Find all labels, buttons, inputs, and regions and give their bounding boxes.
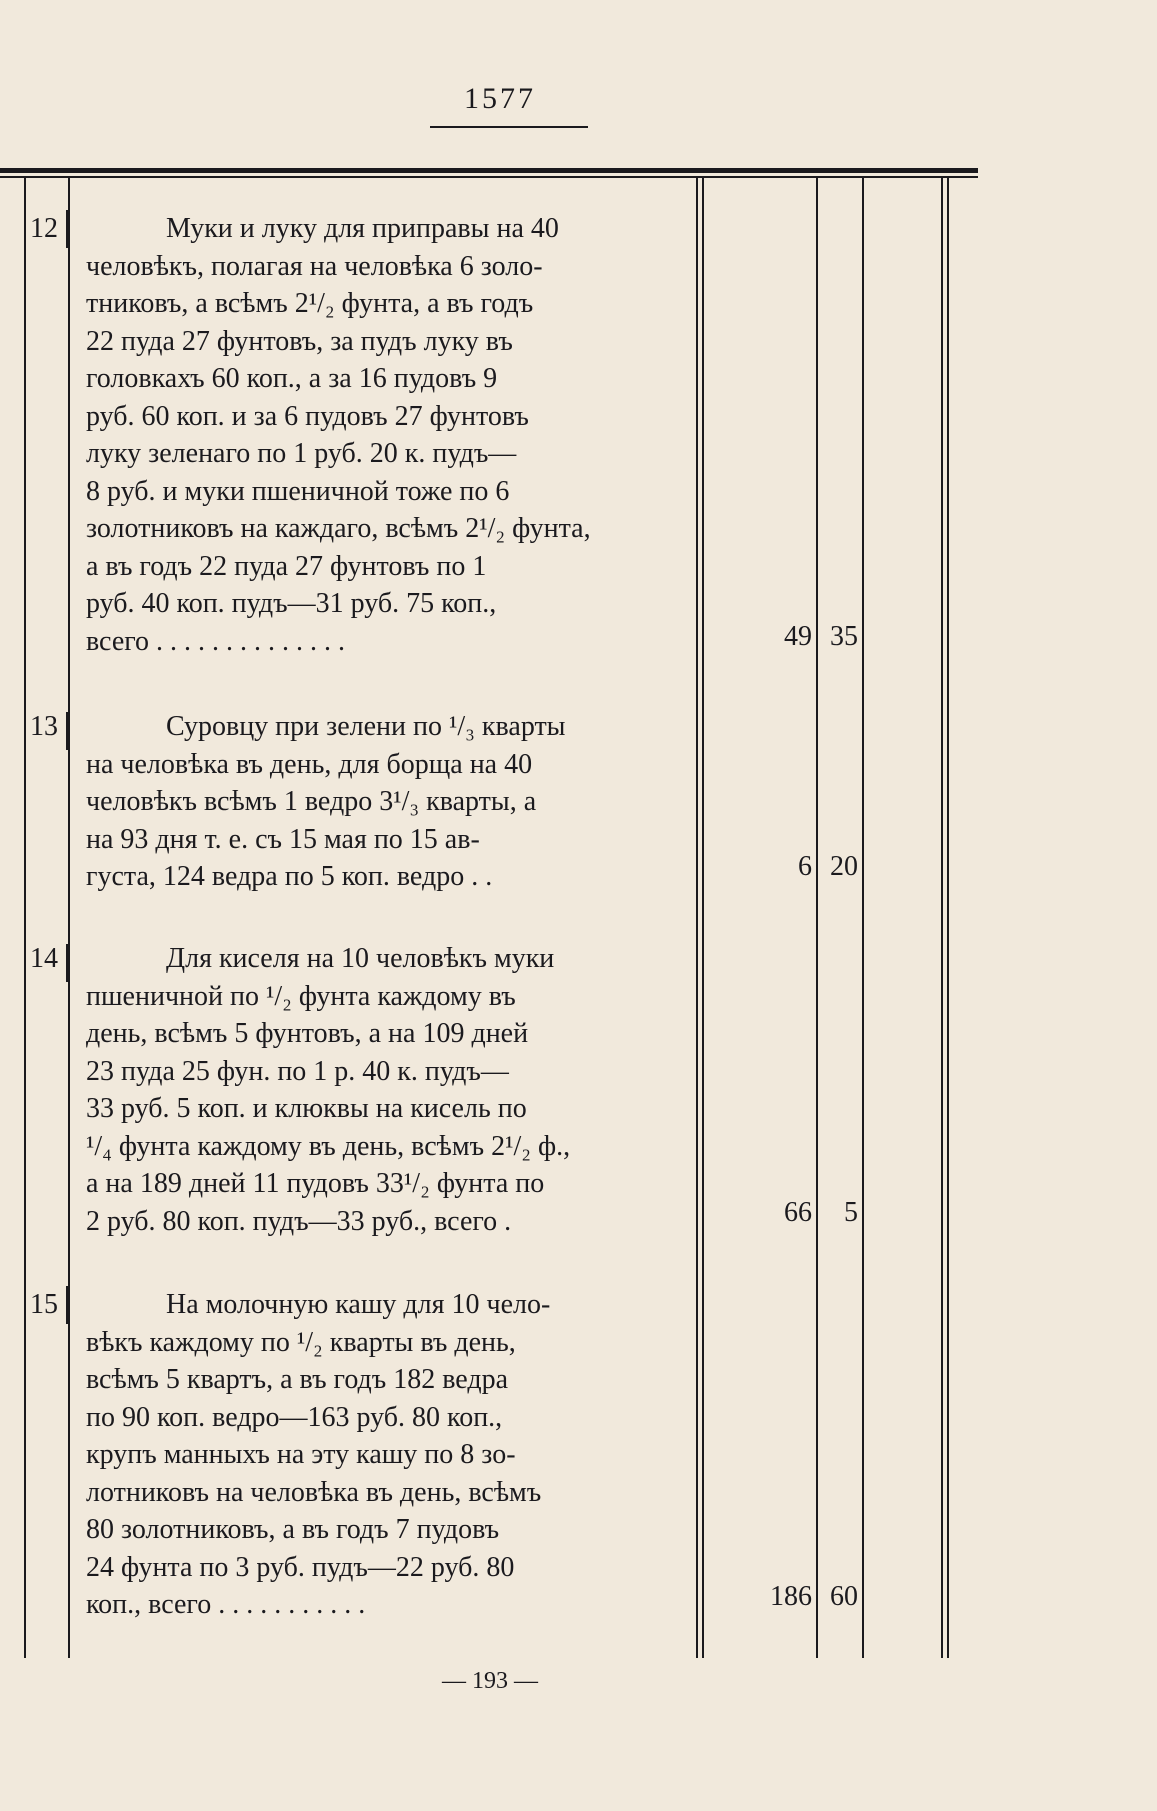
column-rule-text-a (696, 178, 698, 1658)
table-top-rule (0, 168, 978, 173)
table-top-rule-thin (0, 176, 978, 178)
item-line: по 90 коп. ведро—163 руб. 80 коп., (86, 1401, 503, 1433)
item-number: 12 (30, 213, 58, 244)
column-rule-right-a (941, 178, 943, 1658)
amount-kopecks: 20 (830, 851, 858, 882)
item-line: день, всѣмъ 5 фунтовъ, а на 109 дней (86, 1018, 529, 1049)
item-line: 33 руб. 5 коп. и клюквы на кисель по (86, 1093, 527, 1124)
header-underline (430, 126, 588, 128)
item-line: всѣмъ 5 квартъ, а въ годъ 182 ведра (86, 1364, 509, 1395)
item-description (86, 1286, 681, 1624)
item-number: 13 (30, 711, 58, 742)
item-line: 22 пуда 27 фунтовъ, за пудъ луку въ (86, 325, 513, 357)
column-rule-number (68, 178, 70, 1658)
amount-kopecks: 60 (830, 1581, 858, 1612)
item-line: 8 руб. и муки пшеничной тоже по 6 (86, 475, 510, 507)
item-line: луку зеленаго по 1 руб. 20 к. пудъ— (86, 438, 517, 469)
column-rule-text-b (702, 178, 704, 1658)
item-line: вѣкъ каждому по ¹/₂ кварты въ день, (86, 1326, 516, 1358)
item-line: 23 пуда 25 фун. по 1 р. 40 к. пудъ— (86, 1055, 509, 1087)
item-line: 80 золотниковъ, а въ годъ 7 пудовъ (86, 1514, 500, 1545)
item-line: руб. 60 коп. и за 6 пудовъ 27 фунтовъ (86, 400, 529, 432)
item-description (86, 940, 681, 1240)
item-line: а на 189 дней 11 пудовъ 33¹/₂ фунта по (86, 1168, 545, 1199)
item-line: головкахъ 60 коп., а за 16 пудовъ 9 (86, 363, 498, 394)
item-description (86, 210, 681, 660)
amount-rubles: 49 (784, 621, 812, 652)
item-line: лотниковъ на человѣка въ день, всѣмъ (86, 1476, 542, 1508)
amount-kopecks: 5 (844, 1197, 858, 1228)
page-header-number: 1577 (464, 82, 536, 115)
amount-rubles: 186 (770, 1581, 812, 1612)
amount-kopecks: 35 (830, 621, 858, 652)
item-number: 15 (30, 1289, 58, 1320)
item-line: 24 фунта по 3 руб. пудъ—22 руб. 80 (86, 1551, 515, 1583)
item-line: человѣкъ всѣмъ 1 ведро 3¹/₃ кварты, а (86, 786, 537, 817)
page-footer-number: — 193 — (442, 1668, 538, 1694)
item-line: крупъ манныхъ на эту кашу по 8 зо- (86, 1439, 516, 1470)
amount-rubles: 66 (784, 1197, 812, 1228)
column-rule-left (24, 178, 26, 1658)
amount-rubles: 6 (798, 851, 812, 882)
item-line: коп., всего . . . . . . . . . . . (86, 1589, 366, 1620)
item-line: ¹/₄ фунта каждому въ день, всѣмъ 2¹/₂ ф., (86, 1130, 571, 1162)
item-line: на человѣка въ день, для борща на 40 (86, 748, 533, 780)
item-description (86, 708, 681, 896)
item-line: всего . . . . . . . . . . . . . . (86, 625, 346, 657)
item-number: 14 (30, 943, 58, 974)
item-line: а въ годъ 22 пуда 27 фунтовъ по 1 (86, 550, 487, 582)
item-line: Муки и луку для приправы на 40 (166, 213, 559, 244)
item-line: на 93 дня т. е. съ 15 мая по 15 ав- (86, 823, 480, 855)
item-line: пшеничной по ¹/₂ фунта каждому въ (86, 980, 516, 1012)
column-rule-kopecks (862, 178, 864, 1658)
item-line: руб. 40 коп. пудъ—31 руб. 75 коп., (86, 588, 497, 619)
item-line: 2 руб. 80 коп. пудъ—33 руб., всего . (86, 1205, 512, 1237)
item-line: Суровцу при зелени по ¹/₃ кварты (166, 711, 566, 742)
item-line: человѣкъ, полагая на человѣка 6 золо- (86, 250, 543, 282)
item-line: золотниковъ на каждаго, всѣмъ 2¹/₂ фунта, (86, 513, 591, 544)
item-line: На молочную кашу для 10 чело- (166, 1289, 551, 1320)
item-line: густа, 124 ведра по 5 коп. ведро . . (86, 861, 493, 892)
item-line: Для киселя на 10 человѣкъ муки (166, 943, 555, 974)
item-line: тниковъ, а всѣмъ 2¹/₂ фунта, а въ годъ (86, 288, 534, 319)
column-rule-rubles (816, 178, 818, 1658)
column-rule-right-b (947, 178, 949, 1658)
